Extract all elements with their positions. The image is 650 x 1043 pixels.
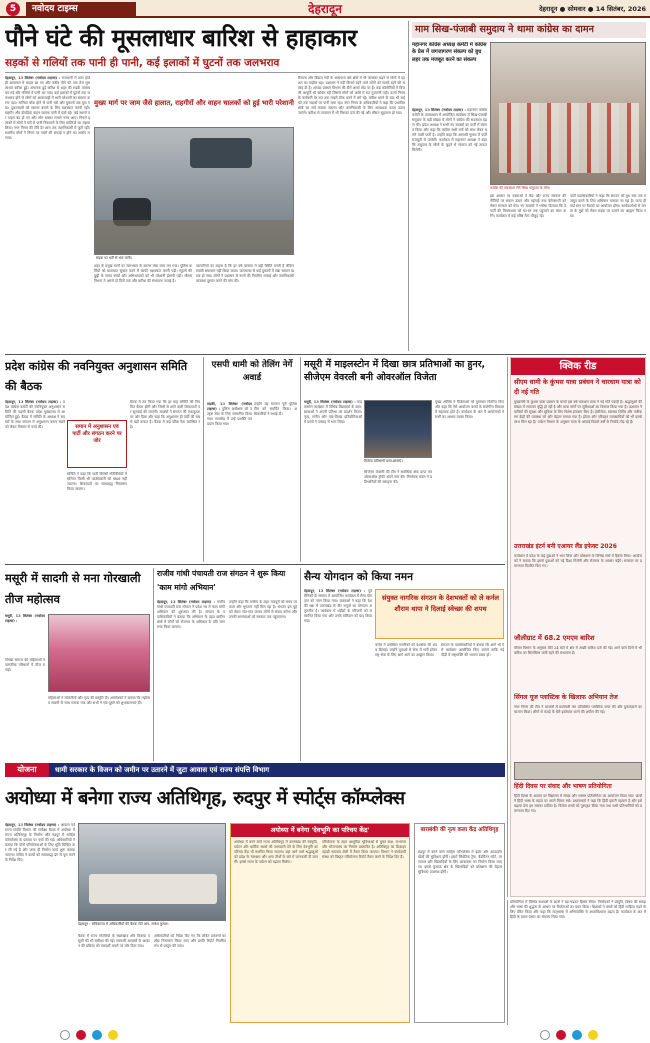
congress-dateline: देहरादून, 13 सितंबर (नवोदय टाइम्स) :	[5, 400, 62, 404]
mussoorie-talent-photo	[364, 400, 432, 458]
quick-read-item-4-headline: सिंगल यूज प्लास्टिक के खिलाफ अभियान तेज	[514, 694, 618, 701]
teej-headline: मसूरी में सादगी से मना गोरखाली तीज महोत्सव	[5, 571, 141, 606]
quick-read-item-1-headline: सीएम धामी के कुंभस यात्रा प्रबंधन ने चारधाम यात्रा को दी नई गति	[514, 378, 641, 396]
mussoorie-talent-caption: विजेता प्रतिभागी छात्र-छात्राएं।	[364, 459, 403, 463]
right-lead-dateline: देहरादून, 13 सितंबर (नवोदय टाइम्स) :	[412, 108, 466, 112]
rajiv-headline: राजीव गांधी पंचायती राज संगठन ने शुरू किया 'काम मांगो अभियान'	[157, 569, 286, 592]
yojana-info-box	[230, 823, 410, 1023]
lead-body-col4: रिस्पना और बिंदाल नदी के आसपास बसे क्षेत्रों में भी जलस्तर बढ़ने से लोगों में दहशत का माहौल रहा। प्रशासन ने नदी किनारे रहने वाले लोगों को सतर्क रहने की सलाह दी है। आपदा प्रबंधन विभाग की टीमें अलर्ट मोड पर हैं। कई कॉलोनियों में बिजली आपूर्ति भी बाधित रही जिससे लोगों को अंधेरे में रात गुजारनी पड़ी। ऊर्जा निगम के कर्मचारी देर रात तक लाइनें ठीक करने में लगे रहे। बारिश थमने के बाद भी कई घंटे तक सड़कों पर पानी जमा रहा। नगर निगम के अधिकारियों ने कहा कि प्रभावित क्षेत्रों का सर्वे कराया जाएगा और जलनिकासी के लिए आवश्यक कदम उठाए जाएंगे। बारिश से तापमान में भी गिरावट दर्ज की गई और मौसम सुहावना हो गया।	[298, 76, 405, 115]
congress-pullquote: समान में अनुशासन एवं पार्टी और संगठन करने पर जोर	[67, 420, 127, 468]
army-headline: सैन्य योगदान को किया नमन	[304, 571, 414, 583]
yojana-box-title: अयोध्या में बनेगा 'देवभूमि का परिचय केंद्र'	[231, 824, 409, 837]
mussoorie-talent-body-col3: मुख्य अतिथि ने विजेताओं को पुरस्कार वितरित किए और कहा कि ऐसे आयोजन बच्चों के सर्वांगीण विकास में सहायक होते हैं। कार्यक्रम के अंत में आयोजकों ने सभी का आभार व्यक्त किया।	[435, 400, 504, 419]
yojana-side-box	[414, 823, 505, 1023]
right-lead-body-col3: पार्टी पदाधिकारियों ने कहा कि संगठन को बूथ स्तर तक मजबूत करने के लिए अभियान चलाया जा रहा है। जल्द ही वार्ड स्तर पर बैठकों का आयोजन होगा। कार्यकर्ताओं से जनता के मुद्दों को लेकर सड़क पर उतरने का आह्वान किया गया।	[570, 194, 646, 218]
lead-inset-headline: मुख्य मार्ग पर जाम जैसे हालात, राहगीरों और वाहन चालकों को हुई भारी परेशानी	[94, 99, 294, 107]
lead-photo	[94, 127, 294, 255]
quick-read-item-2-body: कार्यक्रम में प्रदेश के कई युवाओं ने भाग लिया और प्रशिक्षण के विभिन्न सत्रों में हिस्सा लिया। आयोजकों ने बताया कि इससे युवाओं को नई दिशा मिलेगी और रोजगार के अवसर बढ़ेंगे। समापन पर प्रमाणपत्र वितरित किए गए।	[514, 554, 642, 568]
lead-subhead: सड़कों से गलियों तक पानी ही पानी, कई इलाकों में घुटनों तक जलभराव	[5, 57, 280, 69]
rajiv-body-col1: देहरादून, 13 सितंबर (नवोदय टाइम्स) : राजीव गांधी पंचायती राज संगठन ने प्रदेश भर में काम मांगो अभियान की शुरुआत की है। संगठन के पदाधिकारियों ने बताया कि अभियान के तहत ग्रामीण क्षेत्रों में लोगों को रोजगार के अधिकार के प्रति जागरूक किया जाएगा।	[157, 600, 225, 629]
quick-read-item-2-headline: उत्तराखंड इंटर्न बनी एआयर लैंड इफेक्ट 2026	[514, 543, 617, 550]
right-lead-body-col2: इस अवसर पर वक्ताओं ने केंद्र और राज्य सरकार की नीतियों पर सवाल उठाए और महंगाई तथा बेरोजगारी को लेकर सरकार को घेरा। नए सदस्यों ने भरोसा दिलाया कि वे पार्टी की विचारधारा को घर-घर तक पहुंचाने का काम करेंगे। कार्यक्रम में कई वरिष्ठ नेता मौजूद रहे।	[490, 194, 566, 218]
yojana-photo	[78, 823, 226, 921]
lead-body-col1: देहरादून, 13 सितंबर (नवोदय टाइम्स) : राजधानी में शाम होते ही आसमान में बादल छा गए और करीब पौने घंटे तक तेज मूसलाधार बारिश हुई। अचानक हुई बारिश से शहर की सड़कें तालाब बन गईं और गलियों में पानी भर गया। कई इलाकों में घुटनों तक जलभराव होने से लोगों को आवाजाही में भारी परेशानी का सामना करना पड़ा। नालियां चोक होने से पानी घरों और दुकानों तक घुस गया। दुकानदारों को सामान बचाने के लिए मशक्कत करनी पड़ी। राहगीर और दोपहिया वाहन चालक पानी में फंसे रहे। कई स्थानों पर वाहन बंद हो गए और लोग धक्का लगाते नजर आए। निचले इलाकों में लोगों ने घरों से पानी निकालने के लिए बाल्टियों का सहारा लिया। नगर निगम की टीमें देर शाम तक जलनिकासी में जुटी रहीं। स्थानीय लोगों ने निगम पर नालों की सफाई न होने का आरोप लगाया।	[5, 76, 90, 140]
mussoorie-talent-body-col2: सीजेएम वेवरली की टीम ने सर्वाधिक अंक प्राप्त कर ओवरऑल ट्रॉफी अपने नाम की। निर्णायक मंडल ने प्रतिभागियों की सराहना की।	[364, 470, 432, 484]
teej-photo	[48, 614, 150, 692]
quick-read-item-3-body: मौसम विभाग के अनुसार बीते 24 घंटों में क्षेत्र में अच्छी बारिश दर्ज की गई। आने वाले दिनों में भी बारिश का सिलसिला जारी रहने की संभावना है।	[514, 646, 642, 655]
quick-read-title: क्विक रीड	[511, 358, 645, 375]
sangathan-box-headline: संयुक्त नागरिक संगठन के देशभक्तों को ले कर्नल शौराम थापा ने दिलाई स्वेच्छा की शपथ	[382, 594, 499, 613]
yojana-photo-caption: देहरादून : सचिवालय में अधिकारियों की बैठक लेते आर. राजेश कुमार।	[78, 922, 169, 926]
right-lead-photo-caption: कांग्रेस की सदस्यता लेने सिख समुदाय के लोग।	[490, 186, 551, 190]
yojana-strap-text: धामी सरकार के विजन को जमीन पर उतारने में जुटा आवास एवं राज्य संपत्ति विभाग	[55, 766, 270, 774]
masthead-bar	[0, 0, 650, 18]
yojana-side-box-body: रुद्रपुर में बनने वाले स्पोर्ट्स कॉम्प्लेक्स में इंडोर और आउटडोर खेलों की सुविधाएं होंगी। इसमें सिंथेटिक ट्रैक, बैडमिंटन कोर्ट, तरणताल और खिलाड़ियों के लिए छात्रावास का निर्माण किया जाएगा। इससे कुमाऊं क्षेत्र के खिलाड़ियों को प्रशिक्षण की बेहतर सुविधाएं उपलब्ध होंगी।	[418, 850, 502, 874]
army-body-col1: देहरादून, 13 सितंबर (नवोदय टाइम्स) : पूर्व सैनिकों के सम्मान में आयोजित कार्यक्रम में सैन्य योगदान को नमन किया गया। वक्ताओं ने कहा कि देश की रक्षा में उत्तराखंड के वीर सपूतों का योगदान अतुलनीय है। कार्यक्रम में शहीदों के परिजनों को सम्मानित किया गया और उनके बलिदान को याद किया गया।	[304, 589, 372, 623]
yojana-headline: अयोध्या में बनेगा राज्य अतिथिगृह, रुदपुर में स्पोर्ट्स कॉम्प्लेक्स	[5, 788, 405, 809]
sp-award-dateline: रुड़की, 13 सितंबर (नवोदय टाइम्स) :	[207, 402, 252, 411]
sp-award-body-col2: उन्होंने यह सम्मान पूरी पुलिस टीम को समर्पित किया। अधिकारियों ने बधाई दी।	[254, 402, 297, 416]
quick-read-continued: प्रतियोगिता में विभिन्न कक्षाओं के छात्रों ने बढ़-चढ़कर हिस्सा लिया। निर्णायकों ने प्रस्तुति, विषय की समझ और भाषा की शुद्धता के आधार पर विजेताओं का चयन किया। शिक्षकों ने बच्चों को हिंदी साहित्य पढ़ने के लिए प्रेरित किया और कहा कि मातृभाषा में अभिव्यक्ति से आत्मविश्वास बढ़ता है। कार्यक्रम के अंत में हिंदी के प्रचार-प्रसार का संकल्प लिया गया।	[510, 900, 646, 919]
congress-body-col1: देहरादून, 13 सितंबर (नवोदय टाइम्स) : प्रदेश कांग्रेस कमेटी की नवनियुक्त अनुशासन समिति की पहली बैठक प्रदेश मुख्यालय में आयोजित हुई। बैठक में समिति के अध्यक्ष ने सदस्यों के साथ संगठन में अनुशासन बनाए रखने को लेकर विस्तार से चर्चा की।	[5, 400, 65, 429]
yojana-body-col1: देहरादून, 13 सितंबर (नवोदय टाइम्स) : आवास एवं राज्य संपत्ति विभाग की समीक्षा बैठक में अयोध्या में राज्य अतिथिगृह के निर्माण और रुद्रपुर में स्पोर्ट्स कॉम्प्लेक्स के प्रस्ताव पर चर्चा की गई। अधिकारियों ने बताया कि दोनों परियोजनाओं के लिए भूमि चिन्हित कर ली गई है और जल्द ही निर्माण कार्य शुरू कराया जाएगा। सचिव ने कार्यों को समयबद्ध ढंग से पूरा करने के निर्देश दिए।	[5, 823, 75, 862]
army-dateline: देहरादून, 13 सितंबर (नवोदय टाइम्स) :	[304, 589, 366, 593]
mussoorie-talent-headline: मसूरी में माइलस्टोन में दिखा छात्र प्रतिभाओं का हुनर, सीजेएम वेवरली बनी ओवरऑल विजेता	[304, 359, 486, 384]
right-lead-kicker: महानगर कांग्रेस अध्यक्ष कमेटी में कांग्रेस के प्रेस में जगजागरण संकल्प को बुध लहर तक मजबूत करने का संकल्प	[412, 42, 487, 63]
teej-dateline: मसूरी, 13 सितंबर (नवोदय टाइम्स) :	[5, 614, 45, 623]
congress-body-col3: बैठक में तय किया गया कि हर माह समिति की नियमित बैठक होगी और जिलों से आने वाली शिकायतों पर सुनवाई की जाएगी। सदस्यों ने संगठन की एकजुटता पर जोर दिया और कहा कि अनुशासन ही पार्टी की सबसे बड़ी ताकत है। बैठक में कई वरिष्ठ नेता उपस्थित रहे।	[130, 400, 200, 429]
quick-read-item-5-headline: हिंदी दिवस पर संवाद और भाषण प्रतियोगिता	[514, 783, 612, 790]
quick-read-item-4-body: नगर निगम की टीम ने बाजारों में छापेमारी कर प्रतिबंधित प्लास्टिक जब्त की और दुकानदारों का चालान किया। लोगों से कपड़े के थैले इस्तेमाल करने की अपील की गई।	[514, 705, 642, 714]
yojana-body-col3: अधिकारियों को निर्देश दिए गए कि लंबित प्रकरणों का शीघ्र निस्तारण किया जाए और प्रगति रिपोर्ट नियमित रूप से प्रस्तुत की जाए।	[154, 934, 226, 948]
teej-body-col3: महिलाओं ने लोकगीतों और नृत्य की प्रस्तुति दी। आयोजकों ने बताया कि महोत्सव सादगी के साथ मनाया गया और सभी ने एक-दूसरे को शुभकामनाएं दीं।	[48, 696, 150, 705]
section-title: देहरादून	[308, 2, 342, 16]
quick-read-item-1-body: मुख्यमंत्री के कुशल यात्रा प्रबंधन के चलते इस वर्ष चारधाम यात्रा ने नई गति पकड़ी है। श्रद्धालुओं की संख्या में लगातार वृद्धि हो रही है और यात्रा मार्गों पर सुविधाओं का विस्तार किया गया है। प्रशासन ने यात्रियों की सुरक्षा और सुविधा के लिए विशेष इंतजाम किए हैं। हेलीसेवा, स्वास्थ्य शिविर और पंजीकरण केंद्रों की व्यवस्था को और बेहतर बनाया गया है। होटल और परिवहन व्यवसायियों को भी इससे लाभ मिल रहा है। पर्यटन विभाग के अनुसार यात्रा के आंकड़े पिछले वर्षों के रिकॉर्ड तोड़ रहे हैं।	[514, 400, 642, 424]
quick-read-item-3-headline: जौलीग्राट में 68.2 एमएम बारिश	[514, 634, 595, 642]
right-lead-body-col1: देहरादून, 13 सितंबर (नवोदय टाइम्स) : महानगर कांग्रेस कमेटी के तत्वावधान में आयोजित कार्यक्रम में सिख-पंजाबी समुदाय के बड़ी संख्या में लोगों ने कांग्रेस की सदस्यता ग्रहण की। प्रदेश अध्यक्ष ने सभी नए सदस्यों का पार्टी में स्वागत किया और कहा कि कांग्रेस सभी वर्गों को साथ लेकर चलने वाली पार्टी है। उन्होंने कहा कि आगामी चुनाव में पार्टी मजबूती से उतरेगी। कार्यक्रम में महानगर अध्यक्ष ने कहा कि समुदाय के लोगों के जुड़ने से संगठन को नई ताकत मिलेगी।	[412, 108, 487, 152]
yojana-box-body-col1: अयोध्या में बनने वाले राज्य अतिथिगृह में उत्तराखंड की संस्कृति, पर्यटन और धार्मिक स्थलों की जानकारी देने के लिए देवभूमि का परिचय केंद्र भी स्थापित किया जाएगा। यहां आने वाले श्रद्धालुओं को प्रदेश के चारधाम और अन्य तीर्थों के बारे में जानकारी दी जाएगी। इससे राज्य के पर्यटन को बढ़ावा मिलेगा।	[234, 840, 318, 864]
mussoorie-talent-body-col1: मसूरी, 13 सितंबर (नवोदय टाइम्स) : माइलस्टोन कार्यक्रम में विभिन्न विद्यालयों के छात्र-छात्राओं ने अपनी प्रतिभा का प्रदर्शन किया। नृत्य, संगीत और वाद-विवाद प्रतियोगिताओं में छात्रों ने उत्साह से भाग लिया।	[304, 400, 362, 424]
army-body-col3: संगठन के पदाधिकारियों ने बताया कि आगे भी ऐसे कार्यक्रम आयोजित किए जाएंगे ताकि नई पीढ़ी में राष्ट्रभक्ति की भावना प्रबल हो।	[441, 643, 504, 657]
congress-body-col2: समिति ने कहा कि पार्टी विरोधी गतिविधियों में संलिप्त किसी भी पदाधिकारी को बख्शा नहीं जाएगा। शिकायतों का समयबद्ध निस्तारण किया जाएगा।	[67, 472, 127, 491]
teej-body-col1	[5, 614, 45, 656]
yojana-strap	[5, 763, 505, 777]
yojana-label: योजना	[5, 763, 49, 777]
yojana-dateline: देहरादून, 13 सितंबर (नवोदय टाइम्स) :	[5, 823, 60, 827]
lead-body-col3: व्यापारियों का कहना है कि हर वर्ष बरसात में यही स्थिति बनती है लेकिन स्थायी समाधान नहीं किया जाता। जलभराव से कई दुकानों में रखा सामान खराब हो गया। लोगों ने प्रशासन से नालों की नियमित सफाई और जलनिकासी व्यवस्था दुरुस्त करने की मांग की।	[196, 264, 294, 283]
sp-award-body-col1: रुड़की, 13 सितंबर (नवोदय टाइम्स) : पुलिस अधीक्षक को उत्कृष्ट सेवा के लिए सम्मानित किया गया। समारोह में उन्हें प्रशस्ति पत्र प्रदान किया गया।	[207, 402, 252, 426]
yojana-side-box-title: बाराबंकी की नृत्य कला केंद्र अतिथिगृह	[420, 827, 499, 833]
rajiv-dateline: देहरादून, 13 सितंबर (नवोदय टाइम्स) :	[157, 600, 215, 604]
lead-body-col2: शहर के प्रमुख मार्गों पर जलभराव के कारण लंबा जाम लग गया। पुलिस कर्मियों को यातायात सुचारु करने में काफी मशक्कत करनी पड़ी। स्कूलों की छुट्टी के समय बच्चों और अभिभावकों को भी परेशानी झेलनी पड़ी। मौसम विभाग ने अगले दो दिनों तक और बारिश की संभावना जताई है।	[94, 264, 192, 283]
quick-read-photo	[514, 762, 642, 780]
yojana-body-col2: बैठक में राज्य संपत्तियों के रखरखाव और किराया वसूली की भी समीक्षा की गई। सरकारी आवासों के आवंटन की प्रक्रिया को पारदर्शी बनाने पर जोर दिया गया।	[78, 934, 150, 948]
lead-headline: पौने घंटे की मूसलाधार बारिश से हाहाकार	[5, 24, 357, 52]
page-number: 5	[6, 2, 20, 16]
right-lead-photo	[490, 42, 646, 185]
yojana-box-body-col2: परियोजना के तहत आधुनिक सुविधाओं से युक्त कक्ष, सभागार और भोजनालय का निर्माण प्रस्तावित है। अतिथिगृह का डिजाइन पहाड़ी स्थापत्य शैली में तैयार किया जाएगा। विभाग ने कार्यदायी संस्था को विस्तृत परियोजना रिपोर्ट तैयार करने के निर्देश दिए हैं।	[322, 840, 406, 859]
quick-read-item-5-body: हिंदी दिवस के अवसर पर विद्यालय में संवाद और भाषण प्रतियोगिता का आयोजन किया गया। छात्रों ने हिंदी भाषा के महत्व पर अपने विचार रखे। प्रधानाचार्य ने कहा कि हिंदी हमारी पहचान है और इसे बढ़ावा देना हम सबका दायित्व है। विजेता छात्रों को पुरस्कृत किया गया तथा सभी प्रतिभागियों को प्रमाणपत्र दिए गए।	[514, 794, 642, 813]
mussoorie-talent-dateline: मसूरी, 13 सितंबर (नवोदय टाइम्स) :	[304, 400, 356, 404]
rajiv-body-col2: उन्होंने कहा कि मनरेगा के तहत मजदूरों को समय पर काम और भुगतान नहीं मिल रहा है। संगठन इस मुद्दे को लेकर गांव-गांव जाकर लोगों से संवाद करेगा और उनकी समस्याओं को सरकार तक पहुंचाएगा।	[229, 600, 297, 619]
teej-body-col2: गोरखा समाज की महिलाओं ने पारंपरिक परिधानों में तीज मनाई।	[5, 658, 45, 672]
congress-headline: प्रदेश कांग्रेस की नवनियुक्त अनुशासन समिति की बैठक	[5, 360, 188, 393]
right-lead-headline: माम सिख-पंजाबी समुदाय ने थामा कांग्रेस का दामन	[412, 22, 646, 38]
sangathan-box	[375, 589, 504, 639]
lead-dateline: देहरादून, 13 सितंबर (नवोदय टाइम्स) :	[5, 76, 61, 80]
paper-name-logo: नवोदय टाइम्स	[26, 2, 136, 16]
date-line: देहरादून ● सोमवार ● 14 सितंबर, 2026	[539, 5, 646, 13]
quick-read-sidebar	[510, 357, 646, 897]
army-body-col2: कर्नल ने उपस्थित नागरिकों को देशसेवा की शपथ दिलाई। उन्होंने युवाओं से सेना में भर्ती होकर राष्ट्र सेवा के लिए आगे आने का आह्वान किया।	[375, 643, 437, 657]
sp-award-headline: एसपी धामी को तेलिंग नेर्गे अवार्ड	[211, 360, 293, 383]
lead-photo-caption: सड़क पर भरीं से भरा पानी।	[96, 256, 132, 260]
